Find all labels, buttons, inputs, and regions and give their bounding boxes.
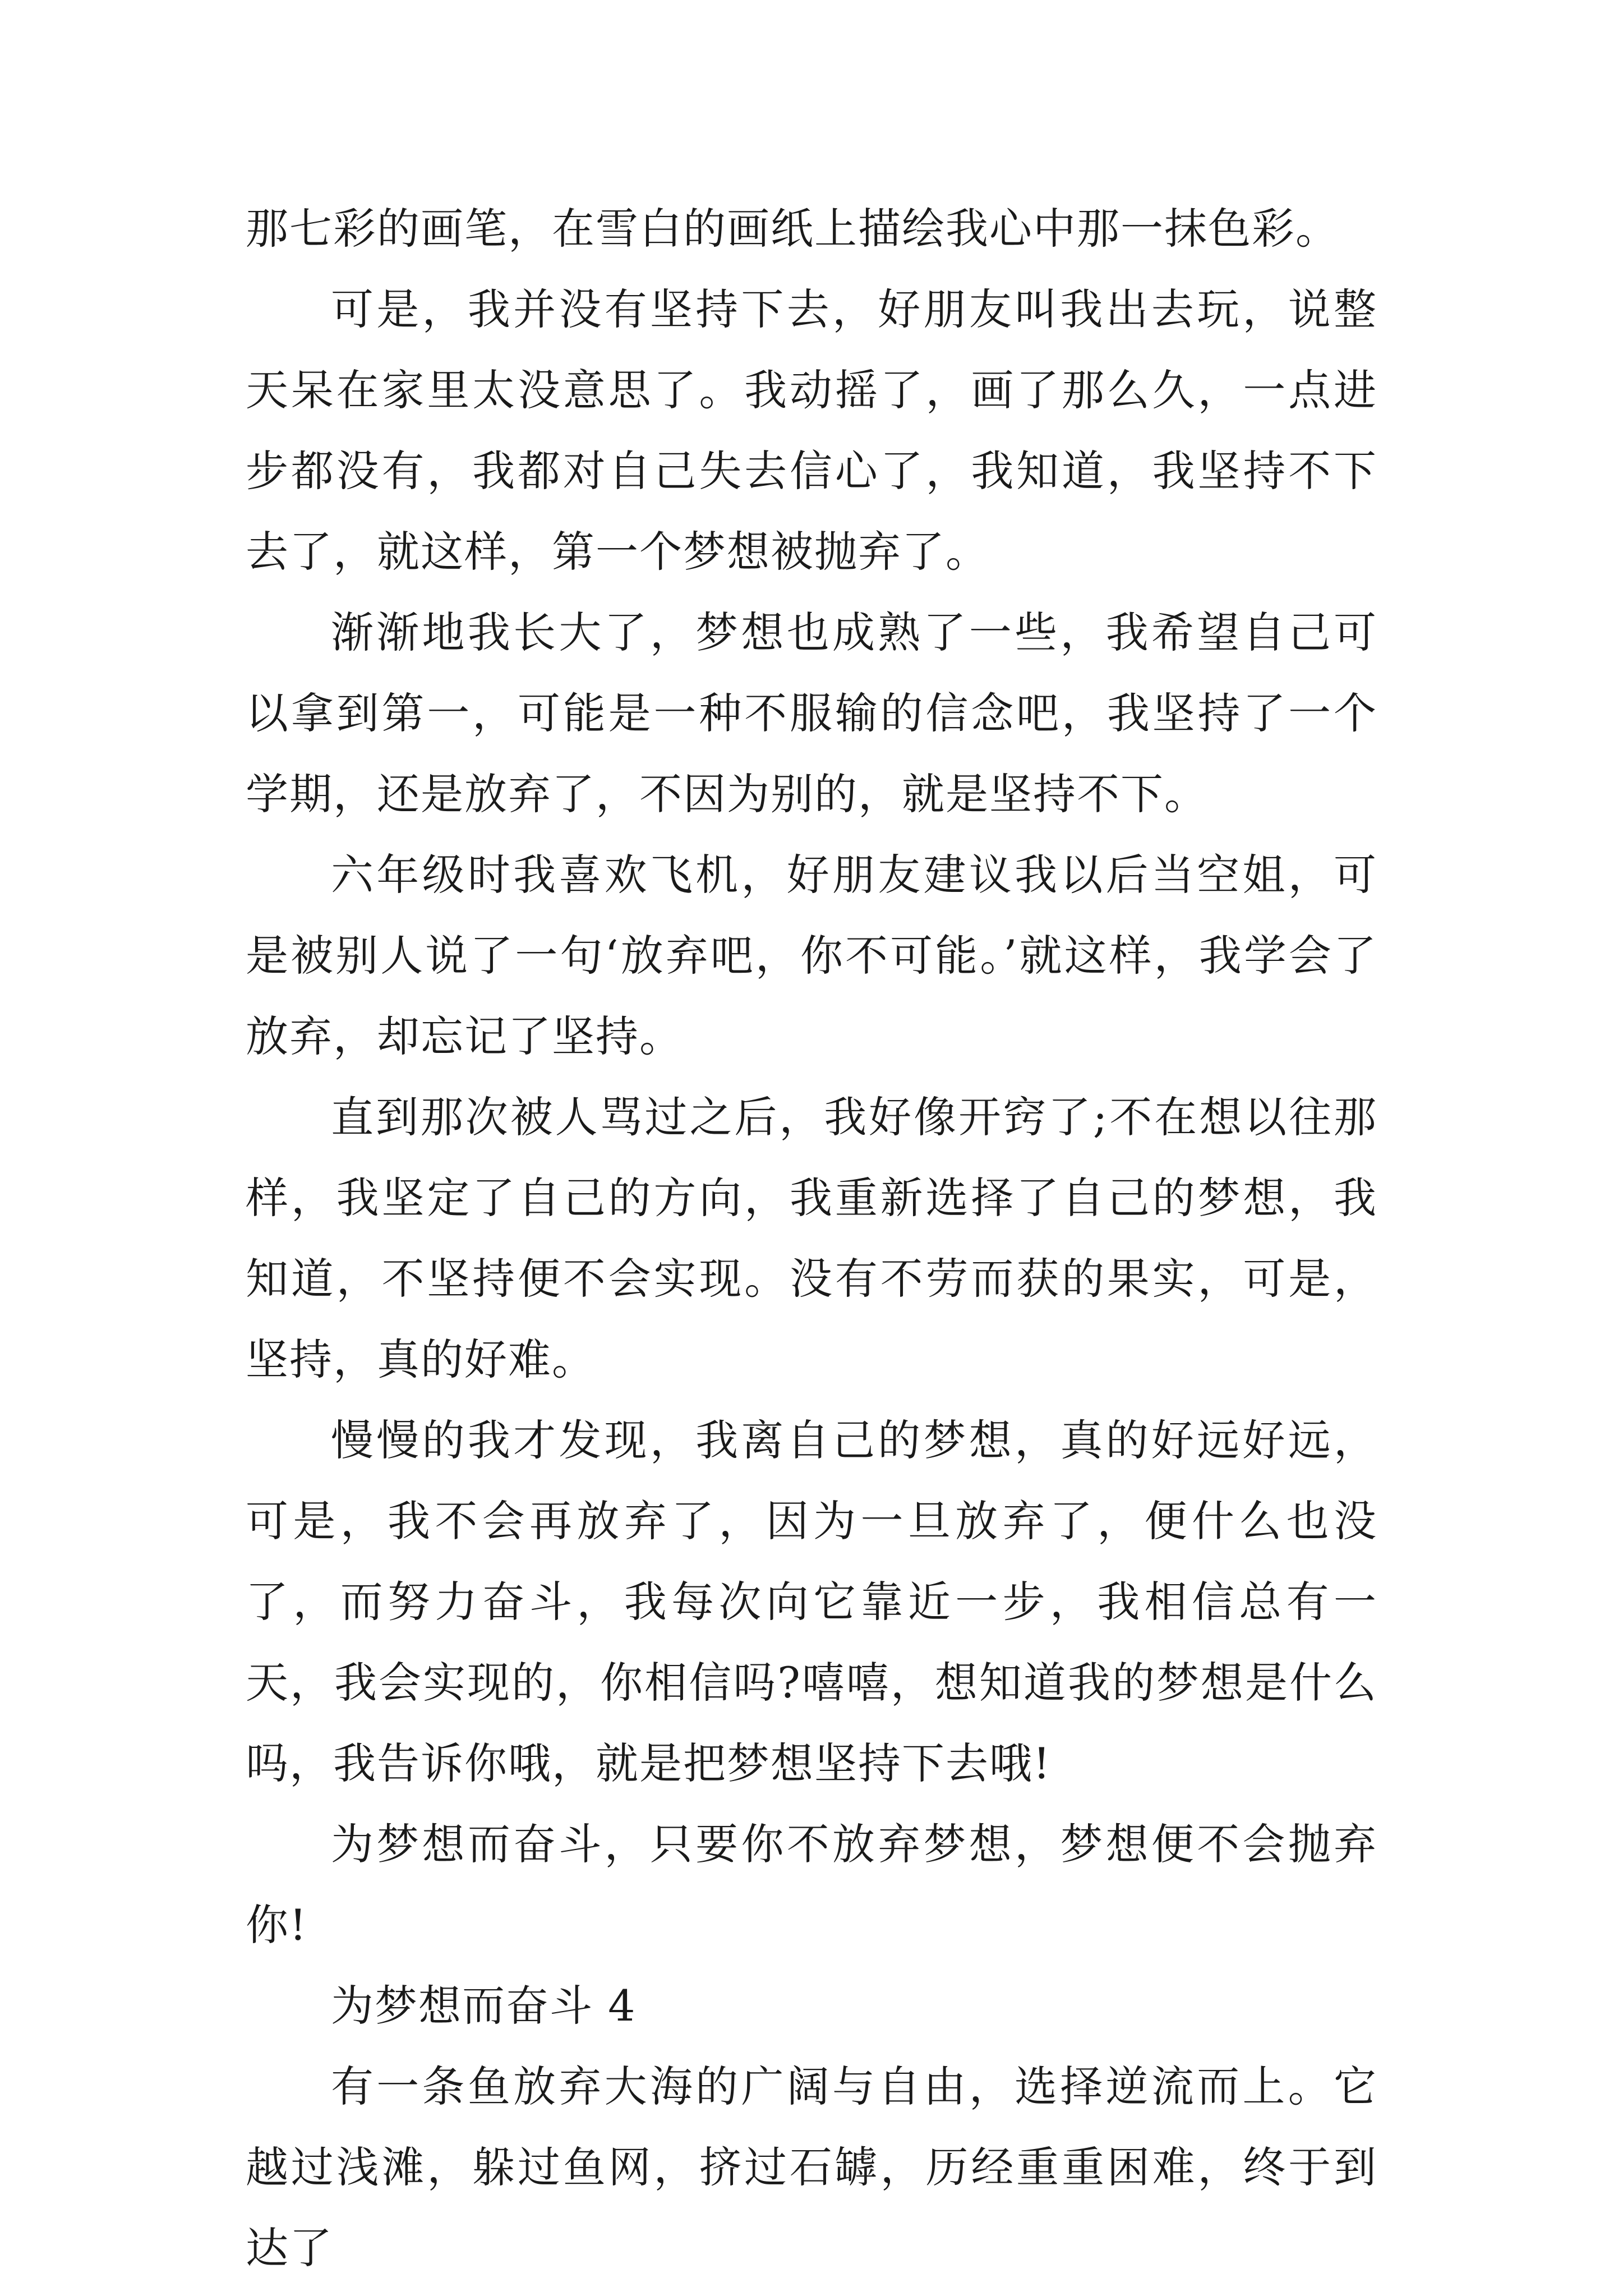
paragraph-5: 直到那次被人骂过之后，我好像开窍了;不在想以往那样，我坚定了自己的方向，我重新选择了自己的梦想，我知道，不坚持便不会实现。没有不劳而获的果实，可是，坚持，真的好难。: [246, 1092, 1377, 1384]
paragraph-6: 慢慢的我才发现，我离自己的梦想，真的好远好远，可是，我不会再放弃了，因为一旦放弃了，便什么也没了，而努力奋斗，我每次向它靠近一步，我相信总有一天，我会实现的，你相信吗?嘻嘻，想知道我的梦想是什么吗，我告诉你哦，就是把梦想坚持下去哦!: [246, 1415, 1377, 1788]
section-heading: 为梦想而奋斗 4: [331, 1981, 637, 2031]
paragraph-1: 那七彩的画笔，在雪白的画纸上描绘我心中那一抹色彩。: [246, 204, 1339, 254]
paragraph-4: 六年级时我喜欢飞机，好朋友建议我以后当空姐，可是被别人说了一句‘放弃吧，你不可能。’就这样，我学会了放弃，却忘记了坚持。: [246, 850, 1377, 1061]
paragraph-3: 渐渐地我长大了，梦想也成熟了一些，我希望自己可以拿到第一，可能是一种不服输的信念吧，我坚持了一个学期，还是放弃了，不因为别的，就是坚持不下。: [246, 608, 1377, 819]
paragraph-2: 可是，我并没有坚持下去，好朋友叫我出去玩，说整天呆在家里太没意思了。我动摇了，画了那么久，一点进步都没有，我都对自己失去信心了，我知道，我坚持不下去了，就这样，第一个梦想被抛弃了。: [246, 284, 1377, 577]
paragraph-8: 有一条鱼放弃大海的广阔与自由，选择逆流而上。它越过浅滩，躲过鱼网，挤过石罅，历经重重困难，终于到达了: [246, 2062, 1377, 2273]
document-body: [246, 188, 1377, 2289]
paragraph-7: 为梦想而奋斗，只要你不放弃梦想，梦想便不会抛弃你!: [246, 1819, 1377, 1950]
